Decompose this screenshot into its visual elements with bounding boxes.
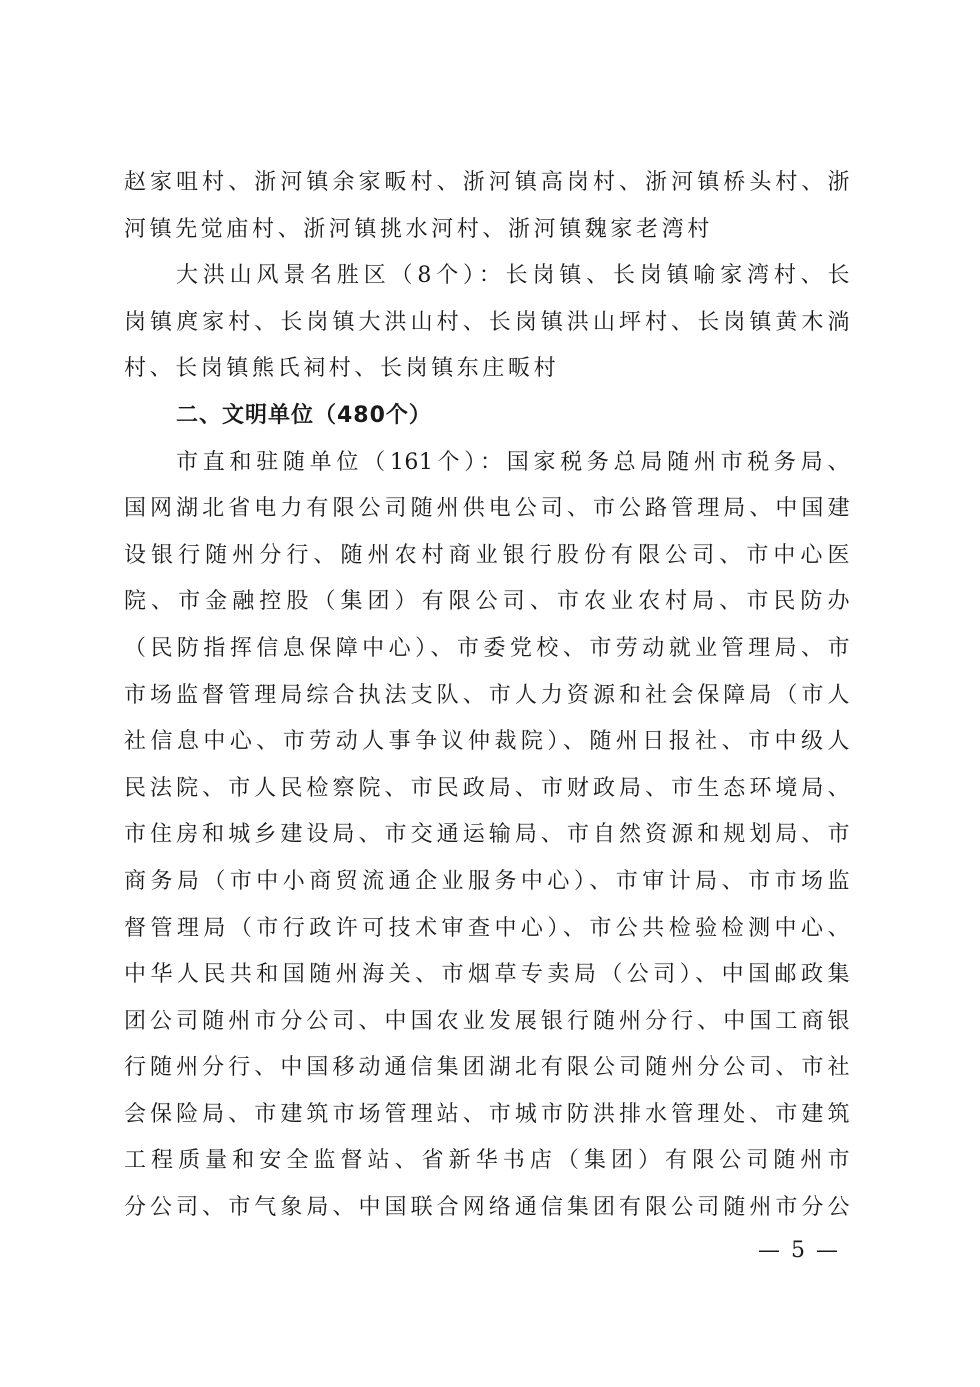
text-line: 民法院、市人民检察院、市民政局、市财政局、市生态环境局、 (124, 775, 850, 801)
text-line: 市直和驻随单位（161个）：国家税务总局随州市税务局、 (176, 449, 850, 475)
text-line: 中华人民共和国随州海关、市烟草专卖局（公司）、中国邮政集 (124, 962, 850, 988)
text-line: 工程质量和安全监督站、省新华书店（集团）有限公司随州市 (124, 1148, 850, 1174)
text-line: 团公司随州市分公司、中国农业发展银行随州分行、中国工商银 (124, 1008, 850, 1034)
body-text (124, 160, 850, 1232)
text-line: 河镇先觉庙村、浙河镇挑水河村、浙河镇魏家老湾村 (124, 216, 713, 242)
text-line: （民防指挥信息保障中心）、市委党校、市劳动就业管理局、市 (124, 635, 850, 661)
text-line: 市场监督管理局综合执法支队、市人力资源和社会保障局（市人 (124, 682, 850, 708)
text-line: 商务局（市中小商贸流通企业服务中心）、市审计局、市市场监 (124, 868, 850, 894)
text-line: 行随州分行、中国移动通信集团湖北有限公司随州分公司、市社 (124, 1055, 850, 1081)
text-line: 督管理局（市行政许可技术审查中心）、市公共检验检测中心、 (124, 915, 850, 941)
text-line: 赵家咀村、浙河镇余家畈村、浙河镇高岗村、浙河镇桥头村、浙 (124, 170, 850, 195)
text-line: 会保险局、市建筑市场管理站、市城市防洪排水管理处、市建筑 (124, 1101, 850, 1127)
text-line: 分公司、市气象局、中国联合网络通信集团有限公司随州市分公 (124, 1195, 850, 1221)
text-line: 大洪山风景名胜区（8个）：长岗镇、长岗镇喻家湾村、长 (176, 263, 850, 289)
text-line: 市住房和城乡建设局、市交通运输局、市自然资源和规划局、市 (124, 822, 850, 848)
text-line: 国网湖北省电力有限公司随州供电公司、市公路管理局、中国建 (124, 496, 850, 522)
text-line: 村、长岗镇熊氏祠村、长岗镇东庄畈村 (124, 356, 560, 382)
text-line: 设银行随州分行、随州农村商业银行股份有限公司、市中心医 (124, 542, 850, 568)
text-line: 院、市金融控股（集团）有限公司、市农业农村局、市民防办 (124, 589, 850, 615)
section-heading: 二、文明单位（480个） (176, 402, 432, 428)
text-line: 社信息中心、市劳动人事争议仲裁院）、随州日报社、市中级人 (124, 729, 850, 755)
text-line: 岗镇庹家村、长岗镇大洪山村、长岗镇洪山坪村、长岗镇黄木淌 (124, 309, 850, 335)
page-number: — 5 — (758, 1238, 840, 1263)
